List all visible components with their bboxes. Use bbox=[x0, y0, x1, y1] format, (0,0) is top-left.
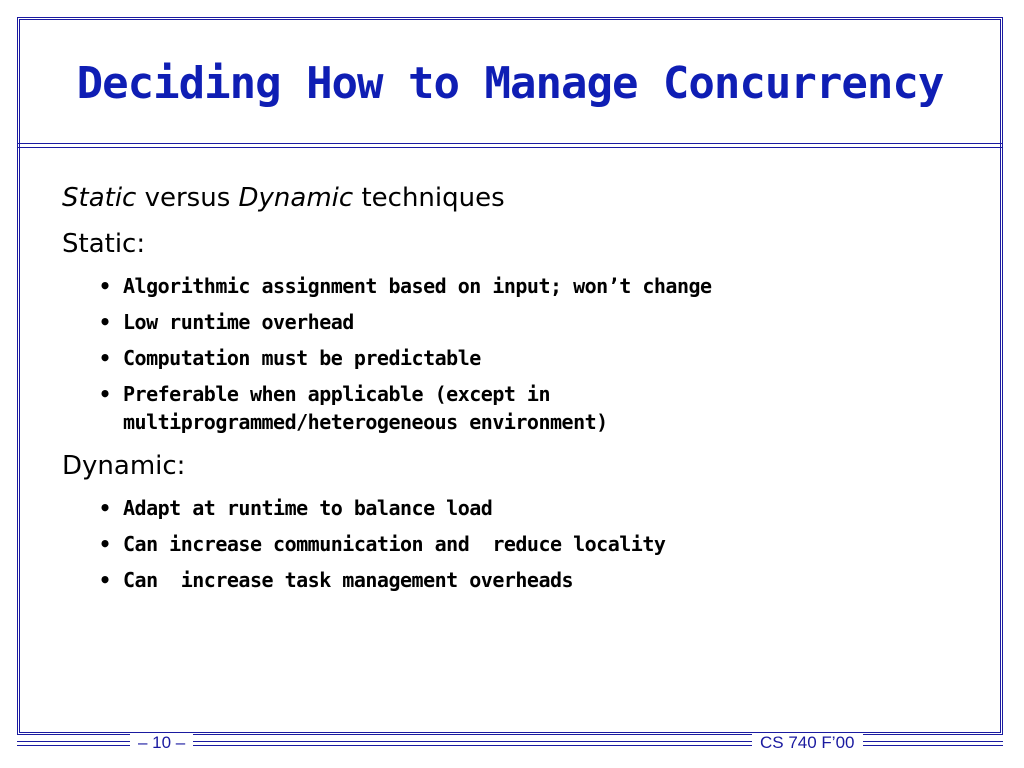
bullet-text: Adapt at runtime to balance load bbox=[123, 496, 493, 520]
list-item bbox=[99, 494, 984, 522]
course-label: CS 740 F’00 bbox=[752, 733, 863, 753]
versus-text: versus bbox=[136, 183, 239, 213]
bullet-icon: • bbox=[99, 382, 111, 406]
slide-body bbox=[62, 178, 984, 602]
bullet-text: Preferable when applicable (except in multiprogrammed/heterogeneous environment) bbox=[123, 382, 608, 434]
bullet-icon: • bbox=[99, 310, 111, 334]
bullet-icon: • bbox=[99, 568, 111, 592]
dynamic-heading: Dynamic: bbox=[62, 451, 186, 481]
static-heading: Static: bbox=[62, 229, 146, 259]
list-item bbox=[99, 272, 984, 300]
page-number: – 10 – bbox=[130, 733, 193, 753]
bullet-text: Low runtime overhead bbox=[123, 310, 354, 334]
bullet-icon: • bbox=[99, 496, 111, 520]
bullet-icon: • bbox=[99, 274, 111, 298]
intro-line bbox=[62, 178, 984, 218]
list-item bbox=[99, 344, 984, 372]
dynamic-word: Dynamic bbox=[238, 183, 354, 213]
techniques-text: techniques bbox=[353, 183, 505, 213]
list-item bbox=[99, 566, 984, 594]
static-bullet-list bbox=[62, 272, 984, 436]
title-divider bbox=[17, 143, 1003, 148]
dynamic-bullet-list bbox=[62, 494, 984, 594]
slide-title: Deciding How to Manage Concurrency bbox=[76, 58, 944, 109]
list-item bbox=[99, 380, 984, 436]
list-item bbox=[99, 530, 984, 558]
list-item bbox=[99, 308, 984, 336]
bullet-text: Can increase task management overheads bbox=[123, 568, 574, 592]
bullet-text: Computation must be predictable bbox=[123, 346, 481, 370]
bullet-icon: • bbox=[99, 532, 111, 556]
static-word: Static bbox=[62, 183, 137, 213]
bullet-icon: • bbox=[99, 346, 111, 370]
bullet-text: Can increase communication and reduce locality bbox=[123, 532, 666, 556]
bullet-text: Algorithmic assignment based on input; won’t change bbox=[123, 274, 712, 298]
